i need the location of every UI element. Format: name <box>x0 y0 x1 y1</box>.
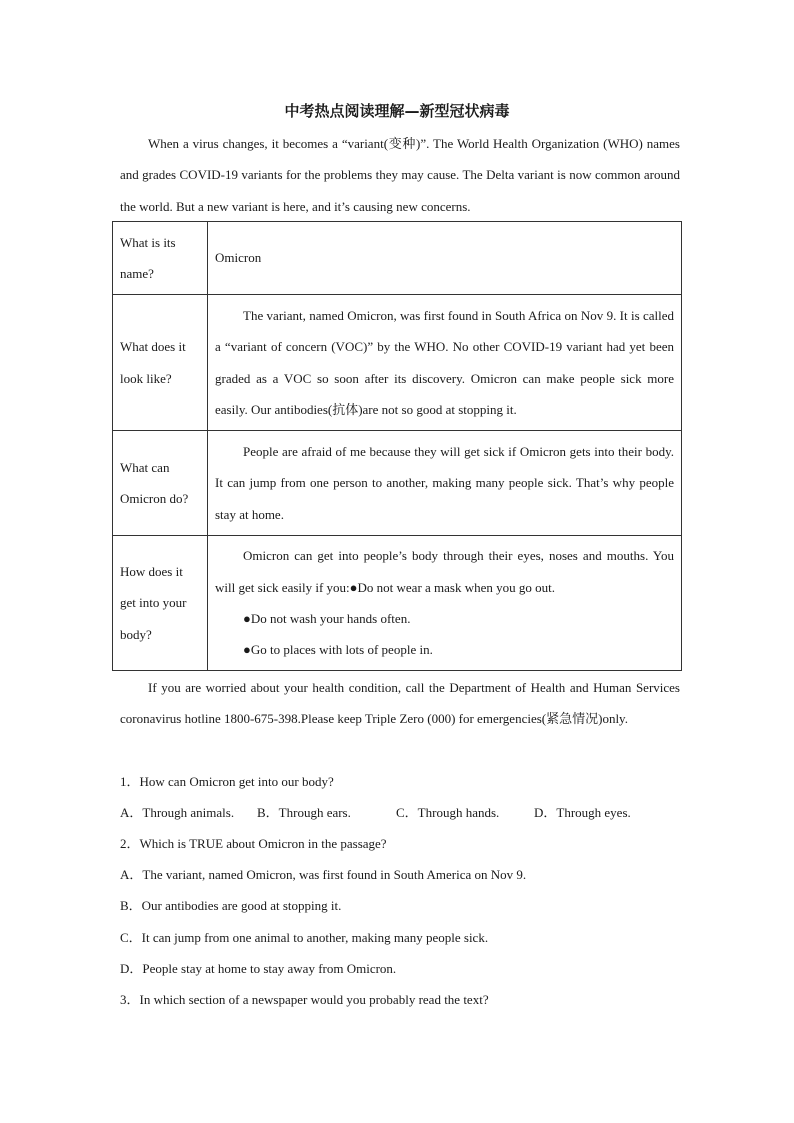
option-a: A．Through animals. <box>120 805 235 820</box>
answer-cell: The variant, named Omicron, was first found in South Africa on Nov 9. It is called a “variant of concern (VOC)” by the WHO. No other COVID-19 variant had yet been graded as a VOC so soon after its discovery. Omicron can make people sick more easily. Our antibodies(抗体)are not so good at stopping it. <box>208 295 682 431</box>
option-b: B．Our antibodies are good at stopping it. <box>120 898 342 913</box>
option-c: C．Through hands. <box>396 805 500 820</box>
omicron-info-table <box>112 221 682 671</box>
intro-paragraph: When a virus changes, it becomes a “variant(变种)”. The World Health Organization (WHO) names and grades COVID-19 variants for the problems they may cause. The Delta variant is now common around the world. But a new variant is here, and it’s causing new concerns. <box>120 136 680 214</box>
question-cell: What is its name? <box>113 222 208 295</box>
answer-cell: People are afraid of me because they will get sick if Omicron gets into their body. It can jump from one person to another, making many people sick. That’s why people stay at home. <box>208 431 682 536</box>
option-d: D．People stay at home to stay away from Omicron. <box>120 961 397 976</box>
answer-cell <box>208 536 682 671</box>
bullet-item: ●Do not wash your hands often. <box>243 611 411 626</box>
question-cell: What does it look like? <box>113 295 208 431</box>
table-row <box>113 222 682 295</box>
option-c: C．It can jump from one animal to another, making many people sick. <box>120 930 489 945</box>
option-b: B．Through ears. <box>257 805 351 820</box>
option-d: D．Through eyes. <box>534 805 631 820</box>
question-1-stem: 1．How can Omicron get into our body? <box>120 774 334 789</box>
table-row <box>113 295 682 431</box>
document-title: 中考热点阅读理解—新型冠状病毒 <box>284 102 510 120</box>
table-row <box>113 431 682 536</box>
answer-cell: Omicron <box>208 222 682 295</box>
bullet-item: ●Go to places with lots of people in. <box>243 642 433 658</box>
closing-paragraph: If you are worried about your health condition, call the Department of Health and Human Services coronavirus hotline 1800-675-398.Please keep Triple Zero (000) for emergencies(紧急情况)only. <box>120 680 680 727</box>
question-2-stem: 2．Which is TRUE about Omicron in the passage? <box>120 836 387 851</box>
question-3-stem: 3．In which section of a newspaper would you probably read the text? <box>120 992 489 1007</box>
table-row <box>113 536 682 671</box>
option-a: A．The variant, named Omicron, was first found in South America on Nov 9. <box>120 867 527 882</box>
question-1-options <box>120 797 680 828</box>
question-cell: What can Omicron do? <box>113 431 208 536</box>
question-cell: How does it get into your body? <box>113 536 208 671</box>
answer-text: Omicron can get into people’s body through their eyes, noses and mouths. You will get sick easily if you:●Do not wear a mask when you go out. <box>215 548 674 595</box>
